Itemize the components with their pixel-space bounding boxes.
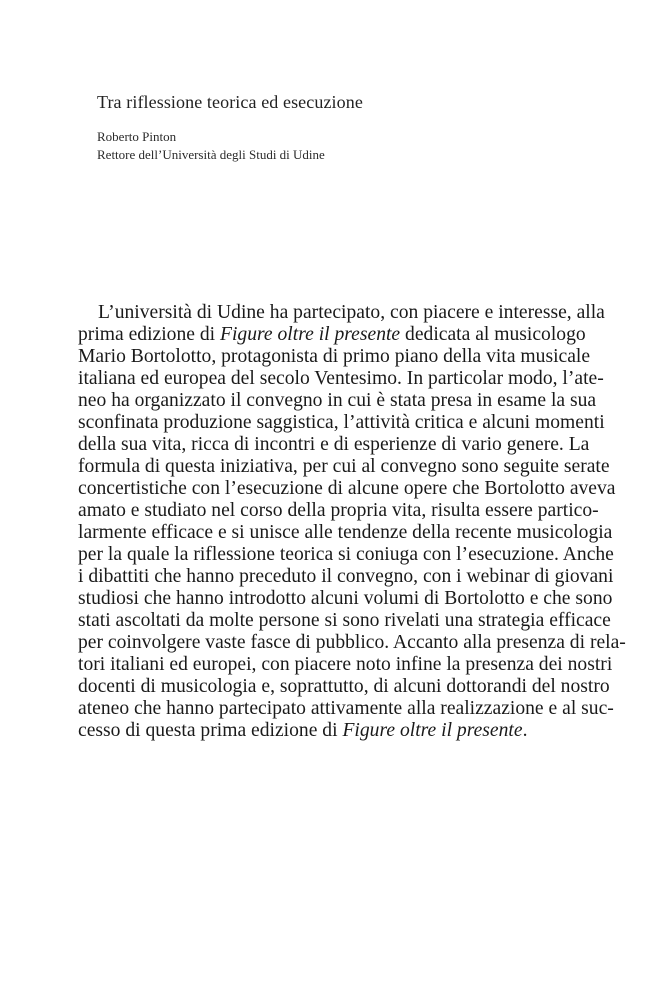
body-paragraph [78,302,626,742]
author-name: Roberto Pinton [97,129,177,144]
text-line [78,654,613,676]
text-line [78,698,614,720]
text-line [78,544,614,566]
text-run: della sua vita, ricca di incontri e di esperienze di vario genere. La [78,434,590,455]
text-line [78,368,604,390]
text-line [78,434,590,456]
text-run: amato e studiato nel corso della propria vita, risulta essere partico- [78,500,599,521]
text-line [78,522,613,544]
text-run: . [522,720,528,741]
text-run: per coinvolgere vaste fasce di pubblico. Accanto alla presenza di rela- [78,632,626,653]
text-line [78,500,599,522]
text-line [78,302,605,324]
text-run: stati ascoltati da molte persone si sono rivelati una strategia efficace [78,610,611,631]
text-line [78,478,616,500]
text-run: i dibattiti che hanno preceduto il convegno, con i webinar di giovani [78,566,614,587]
text-run: italiana ed europea del secolo Ventesimo. In particolar modo, l’ate- [78,368,604,389]
text-run: tori italiani ed europei, con piacere noto infine la presenza dei nostri [78,654,613,675]
italic-title: Figure oltre il presente [342,720,523,741]
author-role: Rettore dell’Università degli Studi di Udine [97,147,325,162]
text-line [78,676,610,698]
text-run: prima edizione di [78,324,221,345]
text-line [78,456,610,478]
text-run: formula di questa iniziativa, per cui al convegno sono seguite serate [78,456,610,477]
text-run: concertistiche con l’esecuzione di alcune opere che Bortolotto aveva [78,478,616,499]
text-run: neo ha organizzato il convegno in cui è stata presa in esame la sua [78,390,597,411]
text-run: studiosi che hanno introdotto alcuni volumi di Bortolotto e che sono [78,588,613,609]
text-line [78,588,613,610]
text-line [78,720,576,742]
text-line [78,346,591,368]
text-line [78,324,586,346]
text-run: cesso di questa prima edizione di [78,720,343,741]
text-line [78,390,597,412]
text-run: dedicata al musicologo [400,324,586,345]
italic-title: Figure oltre il presente [220,324,401,345]
text-line [78,632,626,654]
text-line [78,412,605,434]
chapter-title: Tra riflessione teorica ed esecuzione [97,92,363,112]
text-line [78,610,611,632]
text-run: sconfinata produzione saggistica, l’attività critica e alcuni momenti [78,412,605,433]
text-run: larmente efficace e si unisce alle tendenze della recente musicologia [78,522,613,543]
author-block [97,128,325,164]
text-line [78,566,614,588]
text-run: docenti di musicologia e, soprattutto, di alcuni dottorandi del nostro [78,676,610,697]
text-run: per la quale la riflessione teorica si coniuga con l’esecuzione. Anche [78,544,614,565]
text-run: ateneo che hanno partecipato attivamente alla realizzazione e al suc- [78,698,614,719]
text-run: Mario Bortolotto, protagonista di primo piano della vita musicale [78,346,591,367]
text-run: L’università di Udine ha partecipato, con piacere e interesse, alla [98,302,605,323]
